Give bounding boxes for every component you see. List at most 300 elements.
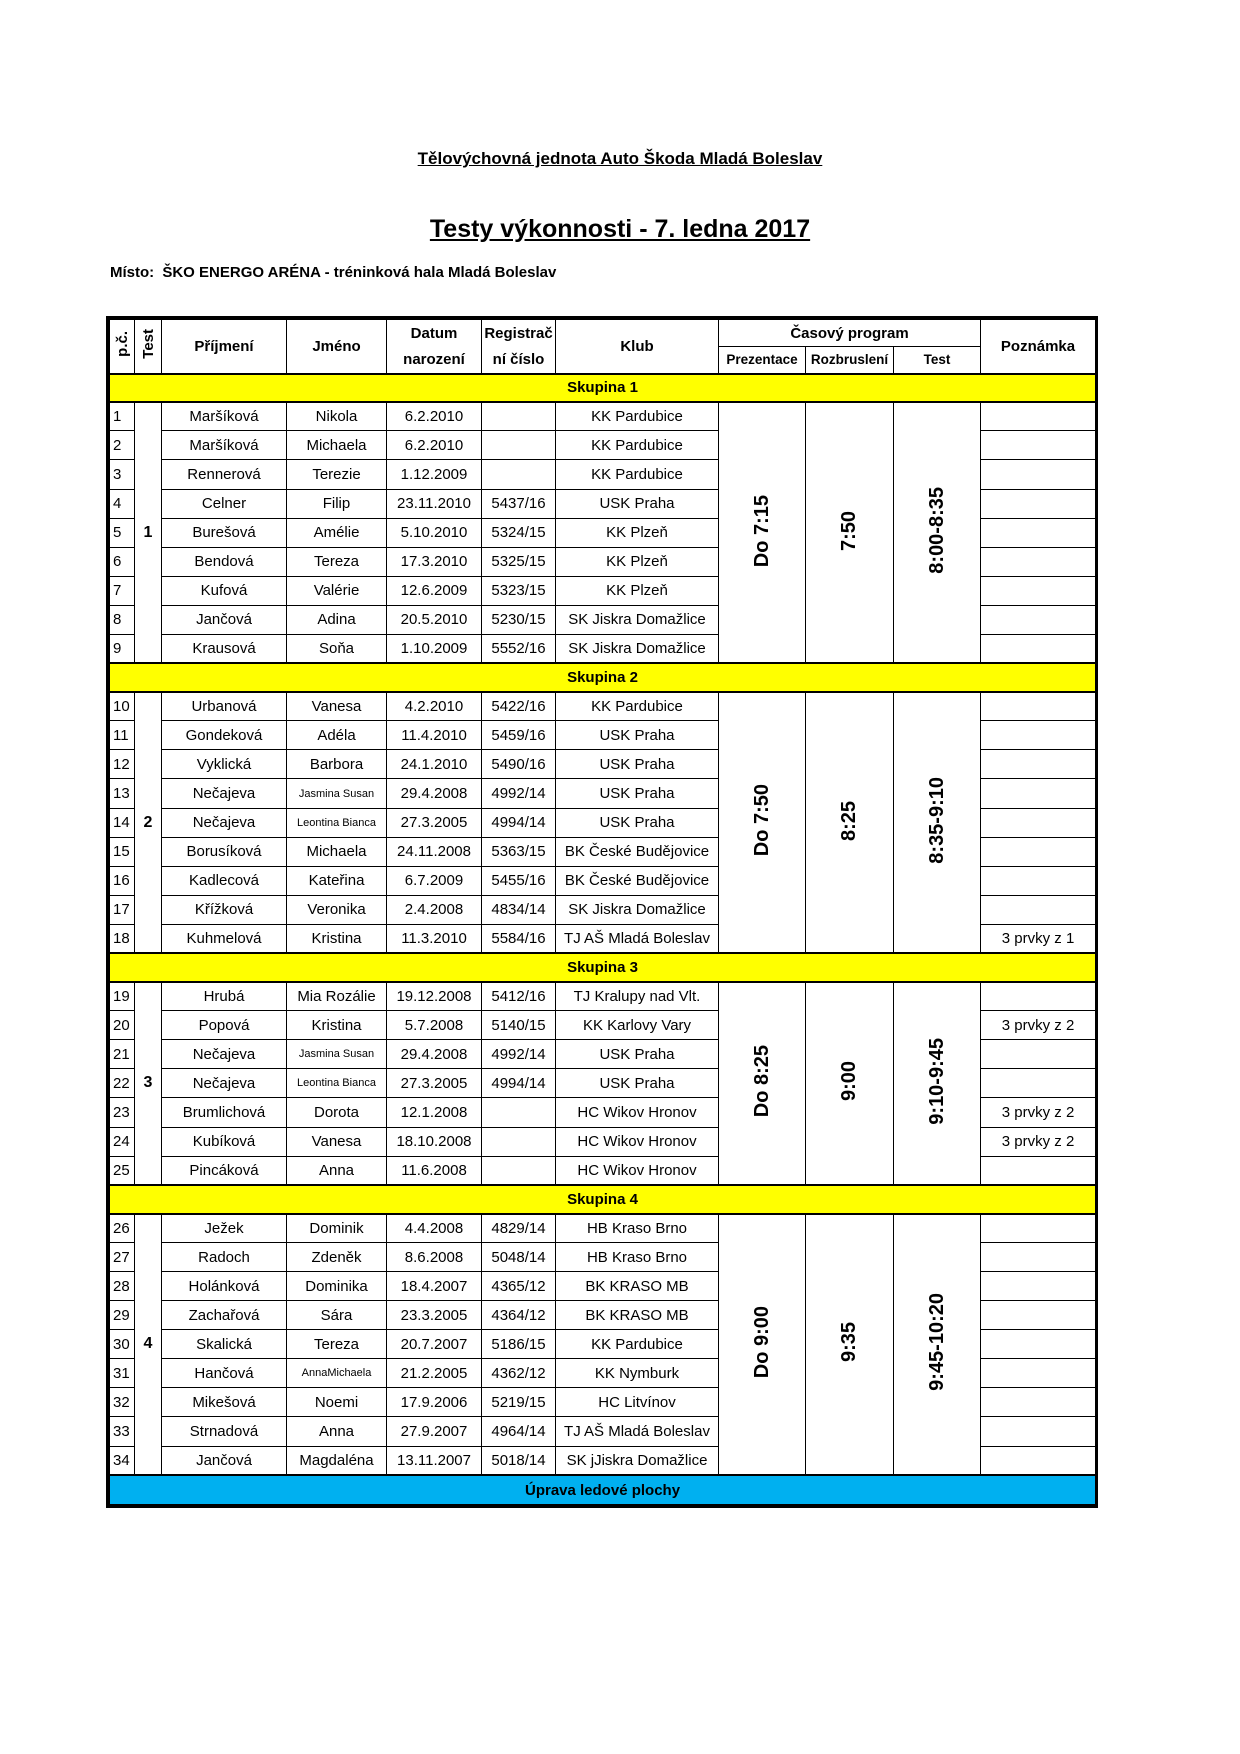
- cell-name: Magdaléna: [287, 1446, 387, 1475]
- cell-club: HB Kraso Brno: [556, 1214, 719, 1243]
- cell-name: Kateřina: [287, 866, 387, 895]
- document-title: Testy výkonnosti - 7. ledna 2017: [429, 215, 811, 243]
- cell-name: Valérie: [287, 576, 387, 605]
- cell-club: SK Jiskra Domažlice: [556, 895, 719, 924]
- group-label: Skupina 2: [110, 663, 1096, 691]
- cell-birth: 12.6.2009: [387, 576, 482, 605]
- cell-reg: 4964/14: [482, 1417, 556, 1446]
- cell-birth: 20.5.2010: [387, 605, 482, 634]
- group-label: Skupina 3: [110, 953, 1096, 981]
- cell-reg: 5459/16: [482, 721, 556, 750]
- cell-club: USK Praha: [556, 489, 719, 518]
- cell-name: Dominik: [287, 1214, 387, 1243]
- cell-surname: Maršíková: [162, 402, 287, 431]
- cell-name: AnnaMichaela: [287, 1359, 387, 1388]
- cell-reg: 4992/14: [482, 1040, 556, 1069]
- cell-club: USK Praha: [556, 750, 719, 779]
- group-header-row: [110, 1185, 1096, 1213]
- cell-club: BK KRASO MB: [556, 1272, 719, 1301]
- cell-birth: 23.11.2010: [387, 489, 482, 518]
- cell-pc: 18: [110, 924, 135, 953]
- place-label: Místo:: [110, 264, 155, 281]
- cell-note: [981, 431, 1096, 460]
- cell-warmup: [806, 1214, 894, 1476]
- col-header-warmup: Rozbruslení: [806, 347, 894, 374]
- cell-note: [981, 779, 1096, 808]
- cell-surname: Kadlecová: [162, 866, 287, 895]
- test-time-text: 8:35-9:10: [925, 777, 948, 864]
- cell-note: [981, 837, 1096, 866]
- cell-birth: 11.3.2010: [387, 924, 482, 953]
- cell-note: [981, 1214, 1096, 1243]
- cell-birth: 21.2.2005: [387, 1359, 482, 1388]
- cell-note: [981, 1446, 1096, 1475]
- cell-name: Leontina Bianca: [287, 1069, 387, 1098]
- cell-pc: 10: [110, 692, 135, 721]
- col-header-reg-2: ní číslo: [482, 347, 556, 374]
- cell-pc: 22: [110, 1069, 135, 1098]
- cell-birth: 19.12.2008: [387, 982, 482, 1011]
- cell-reg: 4834/14: [482, 895, 556, 924]
- cell-pc: 24: [110, 1127, 135, 1156]
- cell-pc: 25: [110, 1156, 135, 1185]
- cell-surname: Maršíková: [162, 431, 287, 460]
- cell-club: TJ AŠ Mladá Boleslav: [556, 1417, 719, 1446]
- cell-reg: 5437/16: [482, 489, 556, 518]
- cell-birth: 6.2.2010: [387, 402, 482, 431]
- col-header-test-time: Test: [894, 347, 981, 374]
- cell-club: HC Wikov Hronov: [556, 1098, 719, 1127]
- cell-warmup: [806, 692, 894, 954]
- cell-surname: Nečajeva: [162, 779, 287, 808]
- cell-reg: 5490/16: [482, 750, 556, 779]
- cell-birth: 27.3.2005: [387, 808, 482, 837]
- cell-surname: Vyklická: [162, 750, 287, 779]
- cell-club: SK Jiskra Domažlice: [556, 605, 719, 634]
- cell-club: USK Praha: [556, 1069, 719, 1098]
- cell-club: HB Kraso Brno: [556, 1243, 719, 1272]
- cell-reg: 5455/16: [482, 866, 556, 895]
- cell-birth: 6.2.2010: [387, 431, 482, 460]
- cell-reg: 5324/15: [482, 518, 556, 547]
- cell-note: [981, 518, 1096, 547]
- cell-name: Zdeněk: [287, 1243, 387, 1272]
- cell-pc: 8: [110, 605, 135, 634]
- cell-presentation: [719, 692, 806, 954]
- cell-name: Soňa: [287, 634, 387, 663]
- cell-name: Tereza: [287, 547, 387, 576]
- cell-club: USK Praha: [556, 779, 719, 808]
- cell-note: [981, 1388, 1096, 1417]
- cell-pc: 32: [110, 1388, 135, 1417]
- cell-surname: Holánková: [162, 1272, 287, 1301]
- cell-presentation: [719, 402, 806, 664]
- cell-note: [981, 1301, 1096, 1330]
- cell-reg: 5230/15: [482, 605, 556, 634]
- cell-surname: Rennerová: [162, 460, 287, 489]
- cell-pc: 27: [110, 1243, 135, 1272]
- footer-row: [110, 1475, 1096, 1504]
- col-header-name: Jméno: [287, 320, 387, 374]
- cell-birth: 11.6.2008: [387, 1156, 482, 1185]
- cell-pc: 4: [110, 489, 135, 518]
- cell-surname: Urbanová: [162, 692, 287, 721]
- cell-test-number: 2: [135, 692, 162, 954]
- cell-birth: 27.9.2007: [387, 1417, 482, 1446]
- cell-birth: 29.4.2008: [387, 779, 482, 808]
- cell-reg: [482, 431, 556, 460]
- cell-club: HC Wikov Hronov: [556, 1156, 719, 1185]
- cell-note: [981, 895, 1096, 924]
- cell-birth: 27.3.2005: [387, 1069, 482, 1098]
- cell-club: KK Pardubice: [556, 431, 719, 460]
- cell-reg: 4362/12: [482, 1359, 556, 1388]
- cell-note: [981, 1069, 1096, 1098]
- cell-club: KK Pardubice: [556, 402, 719, 431]
- cell-club: KK Nymburk: [556, 1359, 719, 1388]
- group-header-row: [110, 953, 1096, 981]
- col-header-note: Poznámka: [981, 320, 1096, 374]
- cell-pc: 28: [110, 1272, 135, 1301]
- cell-pc: 13: [110, 779, 135, 808]
- cell-surname: Strnadová: [162, 1417, 287, 1446]
- cell-name: Anna: [287, 1417, 387, 1446]
- cell-surname: Krausová: [162, 634, 287, 663]
- cell-note: 3 prvky z 1: [981, 924, 1096, 953]
- cell-reg: 5186/15: [482, 1330, 556, 1359]
- cell-name: Jasmina Susan: [287, 779, 387, 808]
- cell-note: [981, 605, 1096, 634]
- cell-club: HC Wikov Hronov: [556, 1127, 719, 1156]
- cell-surname: Brumlichová: [162, 1098, 287, 1127]
- cell-test-time: [894, 1214, 981, 1476]
- cell-club: KK Plzeň: [556, 547, 719, 576]
- cell-name: Filip: [287, 489, 387, 518]
- cell-surname: Mikešová: [162, 1388, 287, 1417]
- cell-surname: Hančová: [162, 1359, 287, 1388]
- cell-birth: 18.4.2007: [387, 1272, 482, 1301]
- cell-note: 3 prvky z 2: [981, 1011, 1096, 1040]
- cell-surname: Skalická: [162, 1330, 287, 1359]
- cell-birth: 24.11.2008: [387, 837, 482, 866]
- cell-reg: 5552/16: [482, 634, 556, 663]
- cell-birth: 20.7.2007: [387, 1330, 482, 1359]
- cell-note: [981, 460, 1096, 489]
- cell-note: [981, 1359, 1096, 1388]
- cell-birth: 4.2.2010: [387, 692, 482, 721]
- cell-pc: 33: [110, 1417, 135, 1446]
- cell-pc: 7: [110, 576, 135, 605]
- cell-note: [981, 750, 1096, 779]
- col-header-surname: Příjmení: [162, 320, 287, 374]
- cell-note: [981, 866, 1096, 895]
- cell-club: BK České Budějovice: [556, 866, 719, 895]
- cell-surname: Nečajeva: [162, 808, 287, 837]
- cell-reg: 4365/12: [482, 1272, 556, 1301]
- cell-pc: 34: [110, 1446, 135, 1475]
- table-row: [110, 402, 1096, 431]
- col-header-test: Test: [135, 320, 162, 374]
- warmup-text: 8:25: [838, 800, 860, 841]
- cell-reg: [482, 402, 556, 431]
- presentation-text: Do 7:50: [750, 784, 773, 857]
- cell-reg: 5363/15: [482, 837, 556, 866]
- cell-name: Terezie: [287, 460, 387, 489]
- cell-surname: Ježek: [162, 1214, 287, 1243]
- cell-birth: 12.1.2008: [387, 1098, 482, 1127]
- col-header-pc: p.č.: [110, 320, 135, 374]
- organization-title: Tělovýchovná jednota Auto Škoda Mladá Boleslav: [417, 149, 823, 168]
- cell-name: Barbora: [287, 750, 387, 779]
- cell-birth: 17.3.2010: [387, 547, 482, 576]
- cell-club: TJ Kralupy nad Vlt.: [556, 982, 719, 1011]
- cell-reg: 5325/15: [482, 547, 556, 576]
- cell-surname: Jančová: [162, 605, 287, 634]
- schedule-table-wrapper: [106, 316, 1098, 1508]
- cell-surname: Burešová: [162, 518, 287, 547]
- cell-name: Anna: [287, 1156, 387, 1185]
- cell-club: KK Pardubice: [556, 460, 719, 489]
- cell-birth: 24.1.2010: [387, 750, 482, 779]
- cell-test-number: 1: [135, 402, 162, 664]
- cell-club: KK Plzeň: [556, 518, 719, 547]
- cell-surname: Celner: [162, 489, 287, 518]
- cell-note: [981, 1040, 1096, 1069]
- cell-pc: 2: [110, 431, 135, 460]
- cell-birth: 23.3.2005: [387, 1301, 482, 1330]
- cell-birth: 8.6.2008: [387, 1243, 482, 1272]
- warmup-text: 9:00: [838, 1061, 860, 1102]
- cell-name: Leontina Bianca: [287, 808, 387, 837]
- cell-pc: 19: [110, 982, 135, 1011]
- cell-surname: Křížková: [162, 895, 287, 924]
- cell-surname: Jančová: [162, 1446, 287, 1475]
- cell-reg: 4364/12: [482, 1301, 556, 1330]
- cell-pc: 5: [110, 518, 135, 547]
- footer-label: Úprava ledové plochy: [110, 1475, 1096, 1504]
- cell-test-time: [894, 692, 981, 954]
- cell-warmup: [806, 982, 894, 1185]
- cell-note: [981, 576, 1096, 605]
- cell-test-number: 4: [135, 1214, 162, 1476]
- cell-name: Noemi: [287, 1388, 387, 1417]
- cell-name: Vanesa: [287, 1127, 387, 1156]
- cell-club: SK Jiskra Domažlice: [556, 634, 719, 663]
- cell-name: Sára: [287, 1301, 387, 1330]
- cell-pc: 31: [110, 1359, 135, 1388]
- cell-reg: 5323/15: [482, 576, 556, 605]
- cell-name: Michaela: [287, 837, 387, 866]
- cell-pc: 15: [110, 837, 135, 866]
- cell-club: KK Pardubice: [556, 692, 719, 721]
- cell-note: [981, 808, 1096, 837]
- cell-reg: 5584/16: [482, 924, 556, 953]
- cell-birth: 5.7.2008: [387, 1011, 482, 1040]
- cell-name: Tereza: [287, 1330, 387, 1359]
- presentation-text: Do 8:25: [750, 1045, 773, 1118]
- cell-note: 3 prvky z 2: [981, 1127, 1096, 1156]
- cell-club: TJ AŠ Mladá Boleslav: [556, 924, 719, 953]
- cell-presentation: [719, 1214, 806, 1476]
- cell-name: Kristina: [287, 924, 387, 953]
- place-value: ŠKO ENERGO ARÉNA - tréninková hala Mladá Boleslav: [162, 264, 557, 281]
- cell-reg: [482, 1156, 556, 1185]
- cell-surname: Pincáková: [162, 1156, 287, 1185]
- cell-reg: 4992/14: [482, 779, 556, 808]
- cell-pc: 16: [110, 866, 135, 895]
- cell-reg: [482, 460, 556, 489]
- cell-birth: 6.7.2009: [387, 866, 482, 895]
- cell-reg: 4829/14: [482, 1214, 556, 1243]
- cell-note: [981, 547, 1096, 576]
- col-header-birth: Datum: [387, 320, 482, 347]
- cell-birth: 1.12.2009: [387, 460, 482, 489]
- cell-club: KK Plzeň: [556, 576, 719, 605]
- cell-pc: 21: [110, 1040, 135, 1069]
- cell-club: BK KRASO MB: [556, 1301, 719, 1330]
- cell-name: Michaela: [287, 431, 387, 460]
- cell-note: [981, 634, 1096, 663]
- cell-birth: 17.9.2006: [387, 1388, 482, 1417]
- cell-pc: 23: [110, 1098, 135, 1127]
- cell-name: Adina: [287, 605, 387, 634]
- col-header-schedule: Časový program: [719, 320, 981, 347]
- group-header-row: [110, 663, 1096, 691]
- cell-club: USK Praha: [556, 721, 719, 750]
- cell-club: KK Pardubice: [556, 1330, 719, 1359]
- cell-reg: [482, 1127, 556, 1156]
- cell-surname: Radoch: [162, 1243, 287, 1272]
- test-time-text: 9:45-10:20: [925, 1293, 948, 1392]
- cell-surname: Hrubá: [162, 982, 287, 1011]
- cell-pc: 6: [110, 547, 135, 576]
- table-row: [110, 982, 1096, 1011]
- cell-name: Nikola: [287, 402, 387, 431]
- cell-reg: 5422/16: [482, 692, 556, 721]
- test-time-text: 8:00-8:35: [925, 487, 948, 574]
- cell-pc: 1: [110, 402, 135, 431]
- warmup-text: 7:50: [838, 510, 860, 551]
- cell-birth: 5.10.2010: [387, 518, 482, 547]
- cell-name: Mia Rozálie: [287, 982, 387, 1011]
- cell-club: HC Litvínov: [556, 1388, 719, 1417]
- cell-pc: 30: [110, 1330, 135, 1359]
- group-label: Skupina 1: [110, 374, 1096, 402]
- cell-note: [981, 1272, 1096, 1301]
- col-header-club: Klub: [556, 320, 719, 374]
- cell-reg: 5219/15: [482, 1388, 556, 1417]
- cell-pc: 29: [110, 1301, 135, 1330]
- cell-pc: 3: [110, 460, 135, 489]
- cell-note: [981, 1417, 1096, 1446]
- cell-birth: 13.11.2007: [387, 1446, 482, 1475]
- cell-club: USK Praha: [556, 808, 719, 837]
- cell-surname: Bendová: [162, 547, 287, 576]
- cell-warmup: [806, 402, 894, 664]
- cell-note: [981, 721, 1096, 750]
- place-line: [110, 264, 556, 281]
- cell-surname: Gondeková: [162, 721, 287, 750]
- cell-surname: Kubíková: [162, 1127, 287, 1156]
- cell-name: Dominika: [287, 1272, 387, 1301]
- cell-pc: 11: [110, 721, 135, 750]
- cell-name: Vanesa: [287, 692, 387, 721]
- cell-reg: 5140/15: [482, 1011, 556, 1040]
- cell-name: Kristina: [287, 1011, 387, 1040]
- cell-club: SK jJiskra Domažlice: [556, 1446, 719, 1475]
- group-header-row: [110, 374, 1096, 402]
- cell-reg: 5048/14: [482, 1243, 556, 1272]
- cell-surname: Kuhmelová: [162, 924, 287, 953]
- schedule-body: [110, 374, 1096, 1505]
- cell-reg: 4994/14: [482, 808, 556, 837]
- col-header-birth-2: narození: [387, 347, 482, 374]
- cell-note: [981, 1330, 1096, 1359]
- table-row: [110, 1214, 1096, 1243]
- cell-surname: Borusíková: [162, 837, 287, 866]
- cell-test-number: 3: [135, 982, 162, 1185]
- cell-club: KK Karlovy Vary: [556, 1011, 719, 1040]
- cell-reg: 5018/14: [482, 1446, 556, 1475]
- cell-reg: 4994/14: [482, 1069, 556, 1098]
- cell-note: [981, 692, 1096, 721]
- table-row: [110, 692, 1096, 721]
- cell-note: [981, 982, 1096, 1011]
- cell-surname: Popová: [162, 1011, 287, 1040]
- cell-name: Amélie: [287, 518, 387, 547]
- cell-surname: Kufová: [162, 576, 287, 605]
- group-label: Skupina 4: [110, 1185, 1096, 1213]
- cell-pc: 20: [110, 1011, 135, 1040]
- cell-name: Veronika: [287, 895, 387, 924]
- cell-presentation: [719, 982, 806, 1185]
- cell-pc: 17: [110, 895, 135, 924]
- col-header-presentation: Prezentace: [719, 347, 806, 374]
- cell-pc: 9: [110, 634, 135, 663]
- cell-surname: Nečajeva: [162, 1040, 287, 1069]
- col-header-reg: Registrač: [482, 320, 556, 347]
- cell-name: Jasmina Susan: [287, 1040, 387, 1069]
- presentation-text: Do 9:00: [750, 1306, 773, 1379]
- cell-birth: 4.4.2008: [387, 1214, 482, 1243]
- cell-birth: 18.10.2008: [387, 1127, 482, 1156]
- cell-note: [981, 1243, 1096, 1272]
- cell-surname: Zachařová: [162, 1301, 287, 1330]
- cell-note: [981, 402, 1096, 431]
- presentation-text: Do 7:15: [750, 494, 773, 567]
- cell-test-time: [894, 402, 981, 664]
- cell-reg: 5412/16: [482, 982, 556, 1011]
- cell-birth: 2.4.2008: [387, 895, 482, 924]
- warmup-text: 9:35: [838, 1322, 860, 1363]
- test-time-text: 9:10-9:45: [925, 1038, 948, 1125]
- cell-name: Adéla: [287, 721, 387, 750]
- cell-birth: 29.4.2008: [387, 1040, 482, 1069]
- cell-club: BK České Budějovice: [556, 837, 719, 866]
- schedule-table: [109, 319, 1096, 1505]
- cell-pc: 26: [110, 1214, 135, 1243]
- cell-note: [981, 489, 1096, 518]
- cell-name: Dorota: [287, 1098, 387, 1127]
- cell-pc: 12: [110, 750, 135, 779]
- cell-note: 3 prvky z 2: [981, 1098, 1096, 1127]
- cell-pc: 14: [110, 808, 135, 837]
- cell-test-time: [894, 982, 981, 1185]
- cell-note: [981, 1156, 1096, 1185]
- cell-surname: Nečajeva: [162, 1069, 287, 1098]
- cell-club: USK Praha: [556, 1040, 719, 1069]
- cell-reg: [482, 1098, 556, 1127]
